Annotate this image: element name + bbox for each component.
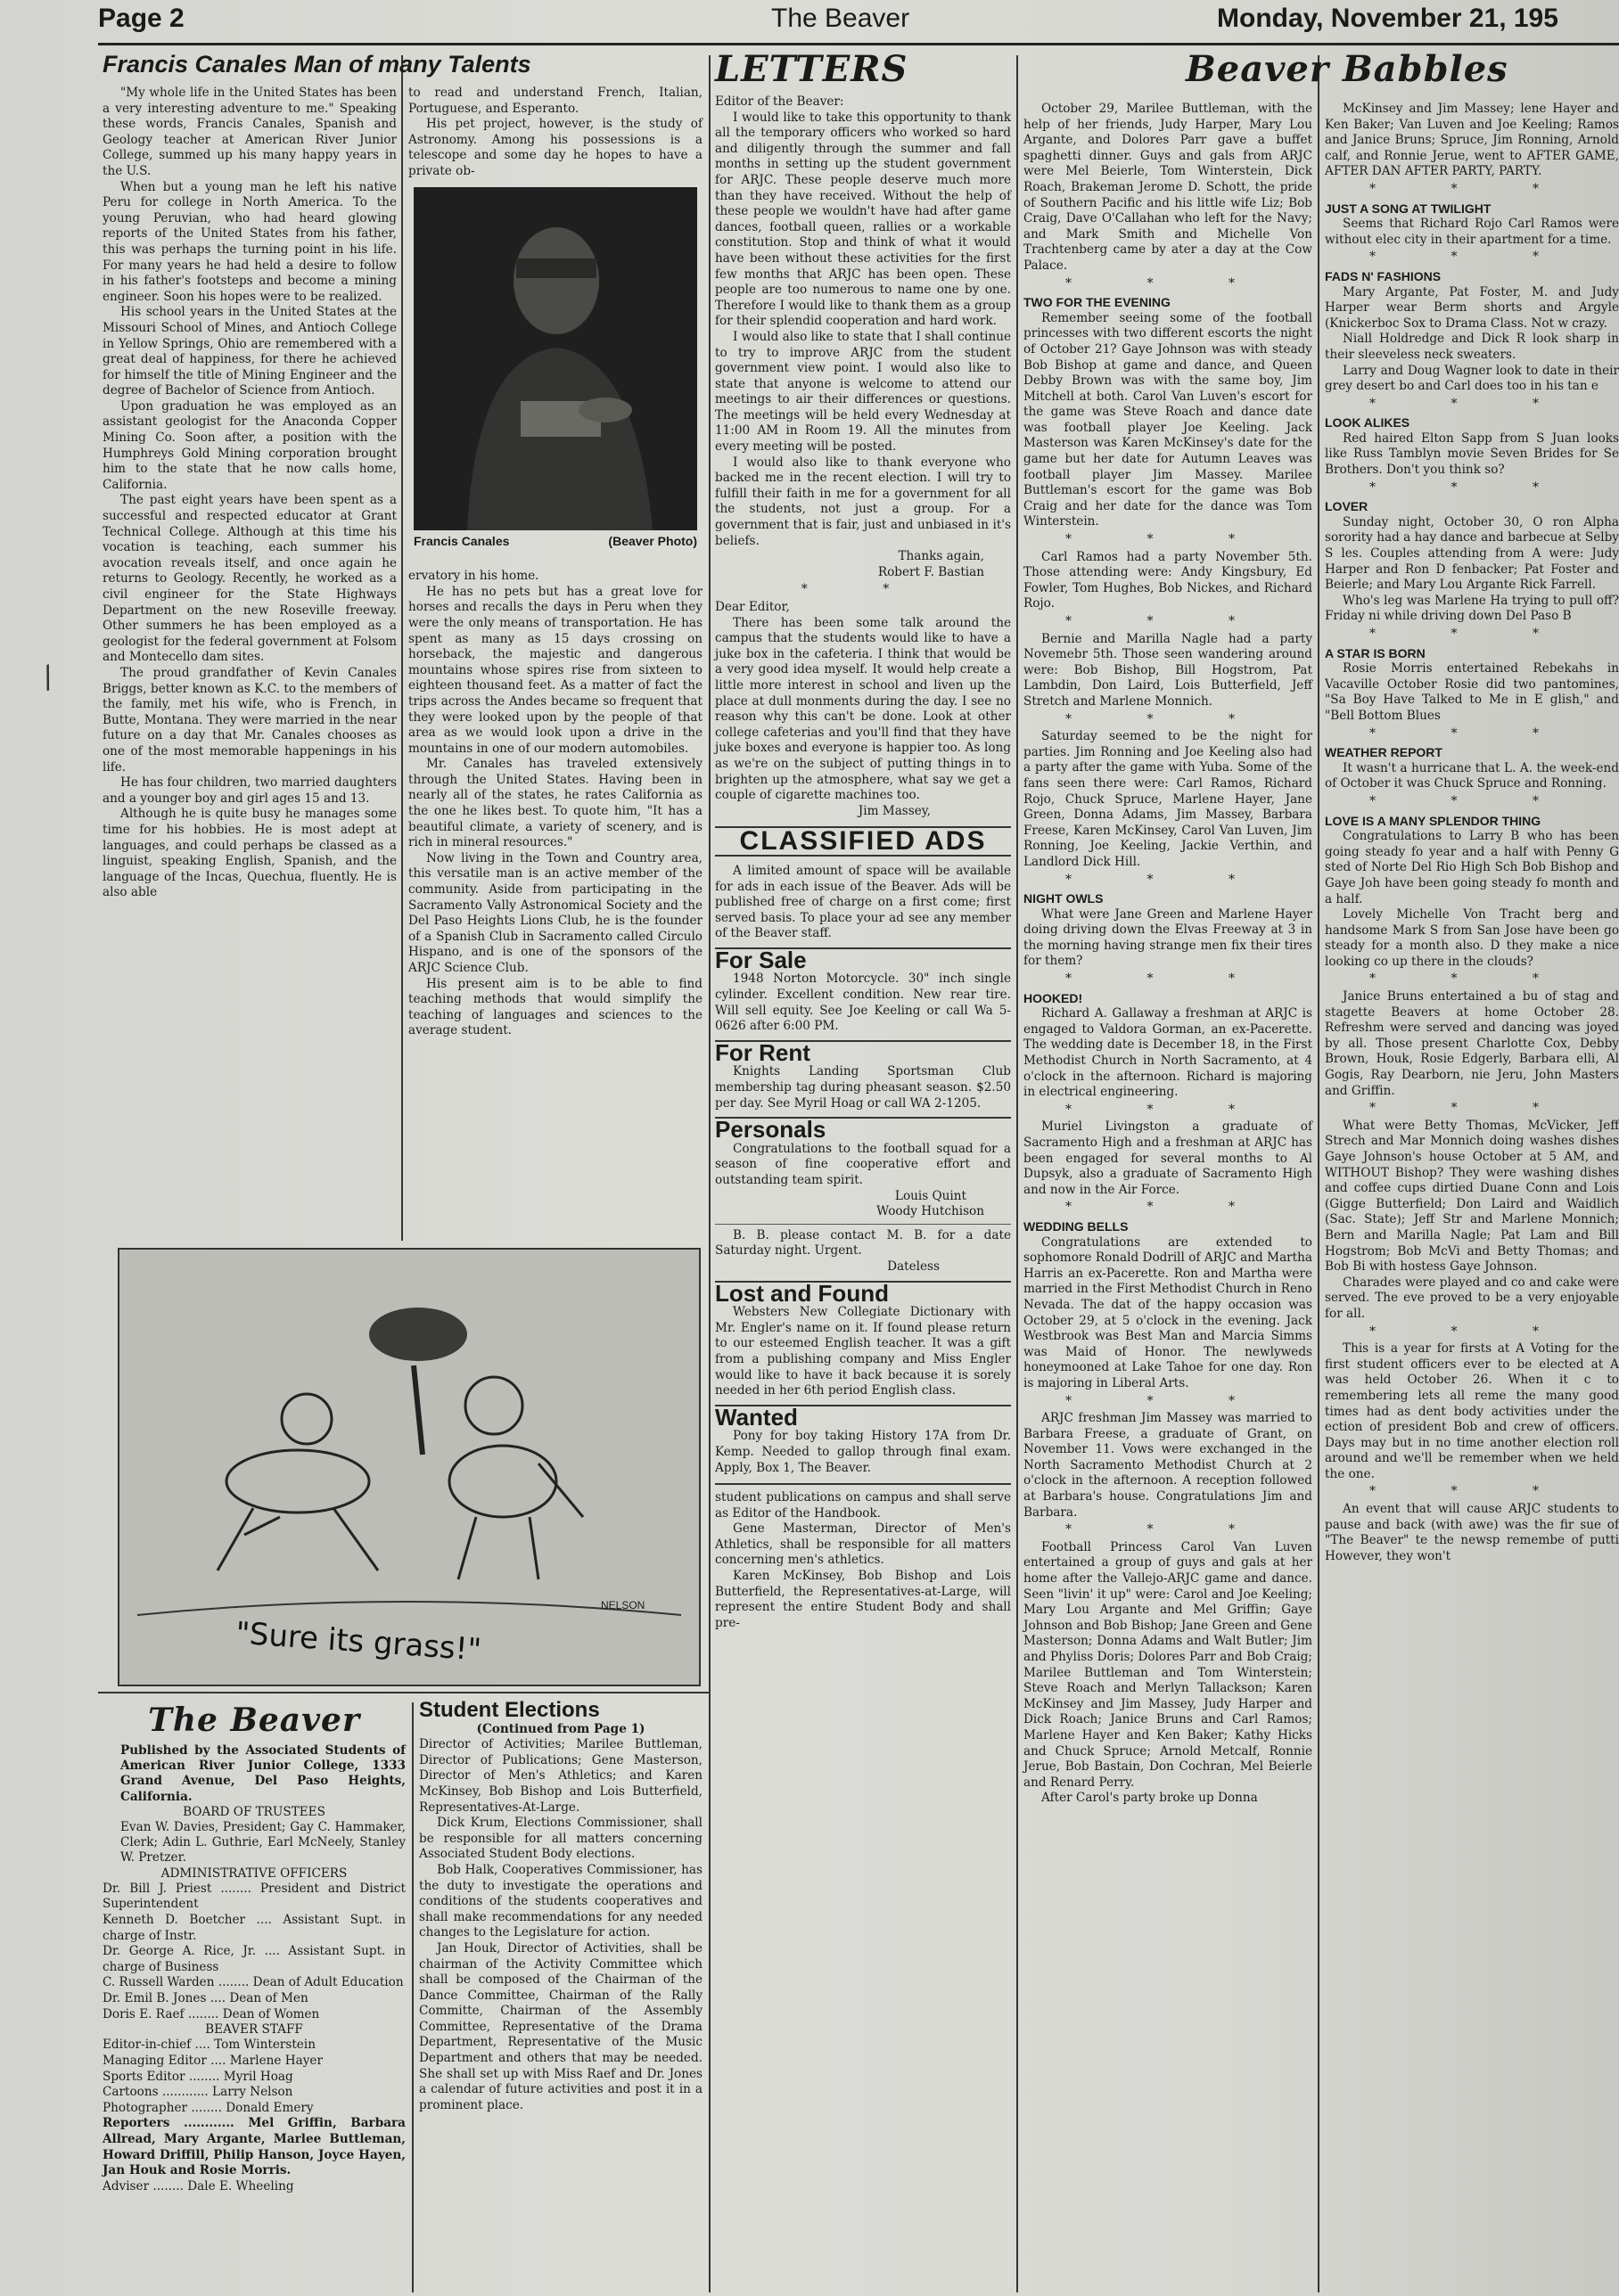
separator-stars: * * <box>801 582 925 597</box>
lost-found-ad: Websters New Collegiate Dictionary with Mr. Engler's name on it. If found please return to our esteemed English teacher. It was a gift from a publishing company and Miss Engler would like to have it back because it is sorely needed in her 6th period English class. <box>715 1305 1011 1398</box>
babbles-subheading: NIGHT OWLS <box>1023 891 1104 906</box>
separator-stars: * * * <box>1065 1200 1270 1215</box>
staff-line: Reporters ............ Mel Griffin, Barbara Allread, Mary Argante, Marlee Buttleman, Howard Driffill, Philip Hanson, Joyce Hayen, Jan Houk and Rosie Morris. <box>103 2116 406 2178</box>
letter-salutation: Dear Editor, <box>715 600 790 614</box>
staff-line: Adviser ........ Dale E. Wheeling <box>103 2178 294 2194</box>
babbles-heading: Beaver Babbles <box>1186 48 1508 90</box>
publisher-line: Published by the Associated Students of American River Junior College, 1333 Grand Avenue, Del Paso Heights, California. <box>120 1743 406 1804</box>
staff-line: Sports Editor ........ Myril Hoag <box>103 2069 293 2084</box>
elections-paragraph: Dick Krum, Elections Commissioner, shall be responsible for all matters concerning Associated Student Body elections. <box>419 1816 703 1862</box>
margin-mark: / <box>37 659 59 696</box>
babbles-paragraph: After Carol's party broke up Donna <box>1041 1791 1258 1806</box>
article-paragraph: Upon graduation he was employed as an assistant geologist for the Anaconda Copper Mining Co. Soon after, a position with the Humphreys Gold Mining corporation brought him to the state that he now calls home, California. <box>103 398 397 492</box>
separator-stars: * * * <box>1065 275 1270 291</box>
babbles-paragraph: Larry and Doug Wagner look to date in their grey desert bo and Carl does too in his tan e <box>1325 363 1619 394</box>
babbles-paragraph: This is a year for firsts at A Voting for the first student officers ever to be elected at A was held October 26. When it c to remembering lets all reme the many good times had as dent body activities under the ection of president Bob and crew of officers. Days may but in no time another election roll around and we'll be remember when we held the one. <box>1325 1341 1619 1481</box>
article-paragraph: Now living in the Town and Country area, this versatile man is an active member of the community. Aside from participating in the Sacramento Vally Astronomical Society and the Del Paso Heights Lions Club, he is the founder of a Spanish Club in Sacramento called Circulo Hispano, and is one of the sponsors of the ARJC Science Club. <box>408 850 703 975</box>
issue-date: Monday, November 21, 195 <box>1217 4 1558 33</box>
separator-stars: * * * <box>1065 972 1270 987</box>
column-rule <box>401 55 403 1241</box>
photo-caption <box>408 534 703 550</box>
article-paragraph: His pet project, however, is the study of Astronomy. Among his possessions is a telescope and some day he hopes to have a private ob- <box>408 117 703 178</box>
elections-continued-text: Karen McKinsey, Bob Bishop and Lois Butterfield, the Representatives-at-Large, will represent the entire Student Body and shall pre- <box>715 1569 1011 1630</box>
separator-stars: * * * <box>1369 396 1574 411</box>
babbles-paragraph: Bernie and Marilla Nagle had a party Novemebr 5th. Those seen wandering around were: Bob Bishop, Bill Hogstrom, Pat Lambdin, Don Laird, Lois Butterfield, Jeff Stretch and Marlene Monnich. <box>1023 631 1312 709</box>
babbles-paragraph: Lovely Michelle Von Tracht berg and handsome Mark S from San Jose have been go steady for a month also. D they make a nice looking co up there in the clouds? <box>1325 907 1619 969</box>
paper-name: The Beaver <box>771 4 910 33</box>
personals-ad: Congratulations to the football squad for a season of fine cooperative effort and outstanding team spirit. <box>715 1141 1011 1187</box>
separator-stars: * * * <box>1369 1101 1574 1116</box>
separator-stars: * * * <box>1369 793 1574 808</box>
letters-heading: LETTERS <box>715 48 908 90</box>
cartoon <box>118 1248 701 1686</box>
babbles-subheading: TWO FOR THE EVENING <box>1023 295 1171 310</box>
babbles-subheading: FADS N' FASHIONS <box>1325 268 1442 283</box>
photo-credit: (Beaver Photo) <box>608 533 697 548</box>
letter-signoff: Thanks again, <box>898 549 984 564</box>
staff-line: Cartoons ............ Larry Nelson <box>103 2085 293 2100</box>
article-paragraph: When but a young man he left his native Peru for college in North America. To the young Peruvian, who had heard glowing reports of the United States from his father, this was perhaps the turning point in his life. For many years he had held a desire to follow in his father's footsteps and become a mining engineer. Soon his hopes were to be realized. <box>103 179 397 304</box>
letter-salutation: Editor of the Beaver: <box>715 94 844 109</box>
babbles-paragraph: October 29, Marilee Buttleman, with the help of her friends, Judy Harper, Mary Lou Argante, and Dolores Parr gave a buffet spaghetti dinner. Guys and gals from ARJC were Mel Beierle, Tom Winterstein, Dick Roach, Brakeman Jerome D. Schott, the pride of Southern Pacific and his little wife Liz; Bob Craig, Dave O'Callahan who left for the Navy; and Mark Smith and Michelle Von Trachtenberg came by ater a day at the Cow Palace. <box>1023 102 1312 273</box>
admin-line: Dr. George A. Rice, Jr. .... Assistant Supt. in charge of Business <box>103 1944 406 1974</box>
personals-heading: Personals <box>715 1117 1011 1138</box>
staff-box-title: The Beaver <box>148 1702 360 1739</box>
for-sale-heading: For Sale <box>715 947 1011 969</box>
for-rent-ad: Knights Landing Sportsman Club membership tag during pheasant season. $2.50 per day. See Myril Hoag or call WA 2-1205. <box>715 1064 1011 1111</box>
column-rule <box>709 55 711 2292</box>
babbles-paragraph: Sunday night, October 30, O ron Alpha sorority had a hay dance and barbecue at Selby S les. Couples attending from A were: Judy Harper and Ron D fenbacker; Pat Foster and Beierle; and Mary Lou Argante Rick Farrell. <box>1325 514 1619 593</box>
separator-stars: * * * <box>1065 872 1270 887</box>
article-paragraph: The past eight years have been spent as a successful and respected educator at Grant Technical College. Although at this time his vocation is teaching, each summer his avocation reveals itself, and once again he returns to Geology. Recently, he worked as a civil engineer for the State Highways Department on the new Roseville freeway. Other summers he has been employed as a geologist for the federal government at Folsom and Montecello dam sites. <box>103 493 397 665</box>
elections-paragraph: Bob Halk, Cooperatives Commissioner, has the duty to investigate the operations and conditions of the students cooperatives and shall make recommendations for any needed changes to the Legislature for action. <box>419 1862 703 1940</box>
separator-stars: * * * <box>1065 711 1270 726</box>
letter-paragraph: There has been some talk around the campus that the students would like to have a juke box in the cafeteria. I think that would be a very good idea myself. It would help create a little more interest in school and liven up the place at dull monments during the day. I see no reason why this can't be done. Look at other college cafeterias and you'll find that they have juke boxes and everyone is happier too. As long as we're on the subject of putting things in to brighten up the atmosphere, what say we get a couple of cigarette machines too. <box>715 615 1011 803</box>
babbles-paragraph: An event that will cause ARJC students to pause and back (with awe) was the fir sue of "The Beaver" te the newsp remembe of putti However, they won't <box>1325 1502 1619 1563</box>
cartoon-drawing <box>119 1250 699 1685</box>
babbles-paragraph: Charades were played and co and cake were served. The eve proved to be a very enjoyable for all. <box>1325 1275 1619 1321</box>
canales-photo <box>414 187 697 530</box>
babbles-paragraph: Carl Ramos had a party November 5th. Those attending were: Andy Kingsbury, Ed Fowler, Tom Hughes, Bob Nickes, and Richard Rojo. <box>1023 549 1312 611</box>
article-paragraph: His school years in the United States at the Missouri School of Mines, and Antioch College in Yellow Springs, Ohio are remembered with a great deal of happiness, for there he achieved for himself the title of Mining Engineer and the degree of Bachelor of Science from Antioch. <box>103 305 397 398</box>
personals-signature: Louis Quint <box>894 1188 966 1203</box>
babbles-paragraph: Rosie Morris entertained Rebekahs in Vacaville October Rosie did two pantomines, "Sa Boy Have Talked to Me in E glish," and "Bell Bottom Blues <box>1325 661 1619 723</box>
elections-headline: Student Elections <box>419 1698 600 1722</box>
for-rent-heading: For Rent <box>715 1040 1011 1062</box>
babbles-col-1 <box>1023 102 1312 1807</box>
babbles-paragraph: McKinsey and Jim Massey; lene Hayer and Ken Baker; Van Luven and Joe Keeling; Ramos and Janice Bruns; Spruce, Jim Ronning, Arnold calf, and Ronnie Jerue, went to AFTER GAME, AFTER DAN AFTER PARTY, PARTY. <box>1325 102 1619 179</box>
page-masthead <box>98 0 1619 45</box>
cartoon-caption: "Sure its grass!" <box>234 1615 483 1669</box>
article-paragraph: His present aim is to be able to find teaching methods that would simplify the teaching of languages and sciences to the average student. <box>408 976 703 1038</box>
babbles-paragraph: Red haired Elton Sapp from S Juan looks like Russ Tamblyn movie Seven Brides for Se Brothers. Don't you think so? <box>1325 430 1619 478</box>
personals-signature: Dateless <box>887 1259 940 1274</box>
article-paragraph: ervatory in his home. <box>408 569 539 584</box>
separator-stars: * * * <box>1065 1522 1270 1538</box>
admin-line: Dr. Bill J. Priest ........ President and District Superintendent <box>103 1881 406 1912</box>
separator-stars: * * * <box>1065 532 1270 547</box>
babbles-paragraph: Janice Bruns entertained a bu of stag and stagette Beavers at home October 28. Refreshm were served and dancing was joyed by all. Those present Charlotte Cox, Debby Brown, Houk, Rosie Edgerly, Barbara elli, Al Gogis, Ray Dearborn, nie Jeru, John Masters and Griffin. <box>1325 989 1619 1098</box>
column-rule <box>1318 55 1319 2292</box>
article-headline: Francis Canales Man of many Talents <box>103 51 531 78</box>
babbles-paragraph: Congratulations to Larry B who has been going steady fo year and a half with Penny G sted of Norte Del Rio High Sch Bob Bishop and Gaye Joh have been going steady fo month and a half. <box>1325 829 1619 906</box>
separator-stars: * * * <box>1065 614 1270 628</box>
page-number: Page 2 <box>98 4 185 33</box>
babbles-subheading: LOVER <box>1325 499 1368 514</box>
separator-stars: * * * <box>1369 1484 1574 1499</box>
article-paragraph: Mr. Canales has traveled extensively through the United States. Having been in nearly all of the states, he rates California as the one he likes best. To quote him, "It has a beautiful climate, a variety of scenery, and is rich in mineral resources." <box>408 757 703 850</box>
column-rule <box>412 1702 414 2292</box>
separator-stars: * * * <box>1065 1102 1270 1117</box>
babbles-paragraph: Muriel Livingston a graduate of Sacramento High and a freshman at ARJC has been engaged for several months to Al Dupsyk, also a graduate of Sacramento High and now in the Air Force. <box>1023 1119 1312 1197</box>
elections-article <box>419 1698 703 2113</box>
cartoon-signature: NELSON <box>601 1599 645 1611</box>
babbles-subheading: LOVE IS A MANY SPLENDOR THING <box>1325 813 1541 828</box>
article-paragraph: He has four children, two married daughters and a younger boy and girl ages 15 and 13. <box>103 775 397 806</box>
babbles-paragraph: Football Princess Carol Van Luven entertained a group of guys and gals at her home after the Vallejo-ARJC game and dance. Seen "livin' it up" were: Carol and Joe Keeling; Mary Lou Argante and Mel Griffin; Gaye Johnson and Bob Bishop; Jane Green and Gene Masterson; Donna Adams and Walt Butler; Jim and Phyliss Doris; Dolores Parr and Bob Craig; Marilee Buttleman and Tom Winterstein; Steve Roach and Merlyn Tallackson; Karen McKinsey and Jim Massey, Judy Harper and Dick Roach; Janice Bruns and Carl Ramos; Marlene Hayer and Ken Baker; Kathy Hicks and Chuck Spruce; Arnold Metcalf, Ronnie Jerue, Bob Bastain, Don Cochran, Mel Beierle and Renard Perry. <box>1023 1539 1312 1790</box>
babbles-paragraph: What were Jane Green and Marlene Hayer doing driving down the Elvas Freeway at 3 in the morning having strange men fix their tires for them? <box>1023 906 1312 969</box>
separator-stars: * * * <box>1369 480 1574 495</box>
for-sale-ad: 1948 Norton Motorcycle. 30" inch single cylinder. Excellent condition. New rear tire. Will sell equity. See Joe Keeling or call Wa 5-0626 after 6:00 PM. <box>715 972 1011 1034</box>
separator-stars: * * * <box>1369 1324 1574 1339</box>
babbles-subheading: JUST A SONG AT TWILIGHT <box>1325 201 1492 216</box>
photo-caption-name: Francis Canales <box>414 533 510 548</box>
staff-line: Photographer ........ Donald Emery <box>103 2100 314 2115</box>
babbles-paragraph: Remember seeing some of the football princesses with two different escorts the night of October 21? Gaye Johnson was with steady Bob Bishop at game and dance, and Queen Debby Brown was with the same boy, Jim Mitchell at both. Carol Van Luven's escort for the game was Steve Roach and dance date was football player Joe Keeling. Jack Masterson was Karen McKinsey's date for the game but her date for Autumn Leaves was football player Jim Massey. Marilee Buttleman's escort for the game was Bob Craig and her date for the dance was Tom Winterstein. <box>1023 310 1312 529</box>
personals-ad: B. B. please contact M. B. for a date Saturday night. Urgent. <box>715 1224 1011 1259</box>
babbles-paragraph: Saturday seemed to be the night for parties. Jim Ronning and Joe Keeling also had a party after the game with Yuba. Some of the fans seen there were: Carl Ramos, Richard Rojo, Chuck Spruce, Marlene Hayer, Jane Green, Donna Adams, Jim Massey, Barbara Freese, Karen McKinsey, Carol Van Luven, Jim Ronning, Joe Keeling, Jackie Verthin, and Landlord Dick Hill. <box>1023 729 1312 869</box>
letter-signature: Jim Massey, <box>858 803 931 818</box>
babbles-paragraph: Who's leg was Marlene Ha trying to pull off? Friday ni while driving down Del Paso B <box>1325 593 1619 624</box>
elections-paragraph: Director of Activities; Marilee Buttleman, Director of Publications; Gene Masterson, Director of Men's Athletics; and Karen McKinsey, Bob Bishop and Lois Butterfield, Representatives-At-Large. <box>419 1737 703 1815</box>
portrait-figure <box>414 187 697 530</box>
article-paragraph: Although he is quite busy he manages some time for his hobbies. He is most adept at languages, and could perhaps be classed as a linguist, speaking English, Spanish, and the language of the Incas, Quechua, fluently. He is also able <box>103 807 397 900</box>
babbles-paragraph: What were Betty Thomas, McVicker, Jeff Strech and Mar Monnich doing washes dishes Gaye Johnson's house October at 5 AM, and WITHOUT Bishop? They were washing dishes and coffee cups dirtied Duane Conn and Lois (Gigge Butterfield; Don Laird and Waidlich (Sac. State); Jeff Str and Marlene Monnich; Bern and Marilla Nagle; Pat Lam and Bill Hogstrom; Bob McVi and Betty Thomas; and Bob Bi with hostess Gaye Johnson. <box>1325 1118 1619 1275</box>
babbles-paragraph: Richard A. Gallaway a freshman at ARJC is engaged to Valdora Gorman, an ex-Pacerette. The wedding date is December 18, in the First Methodist Church in North Sacramento, at 4 o'clock in the afternoon. Richard is majoring in electrical engineering. <box>1023 1006 1312 1100</box>
admin-line: Dr. Emil B. Jones .... Dean of Men <box>103 1990 308 2005</box>
admin-heading: ADMINISTRATIVE OFFICERS <box>160 1866 348 1881</box>
separator-stars: * * * <box>1369 726 1574 741</box>
babbles-paragraph: ARJC freshman Jim Massey was married to Barbara Freese, a graduate of Grant, on November 11. Vows were exchanged in the North Sacramento Methodist Church at 2 o'clock in the afternoon. A reception followed at Barbara's house. Congratulations Jim and Barbara. <box>1023 1411 1312 1520</box>
personals-signature: Woody Hutchison <box>876 1204 984 1219</box>
admin-line: C. Russell Warden ........ Dean of Adult Education <box>103 1975 404 1990</box>
babbles-subheading: A STAR IS BORN <box>1325 645 1426 660</box>
babbles-paragraph: Niall Holdredge and Dick R look sharp in their sleeveless neck sweaters. <box>1325 332 1619 362</box>
separator-stars: * * * <box>1369 972 1574 987</box>
babbles-paragraph: Seems that Richard Rojo Carl Ramos were without elec city in their apartment for a time. <box>1325 217 1619 247</box>
babbles-subheading: HOOKED! <box>1023 990 1083 1005</box>
babbles-col-2 <box>1325 102 1619 1564</box>
elections-continued-text: student publications on campus and shall serve as Editor of the Handbook. <box>715 1490 1011 1521</box>
staff-line: Managing Editor .... Marlene Hayer <box>103 2053 323 2068</box>
letters-column <box>715 50 1011 1631</box>
wanted-heading: Wanted <box>715 1405 1011 1426</box>
babbles-paragraph: It wasn't a hurricane that L. A. the week-end of October it was Chuck Spruce and Ronning. <box>1325 760 1619 791</box>
separator-stars: * * * <box>1065 1393 1270 1408</box>
babbles-paragraph: Mary Argante, Pat Foster, M. and Judy Harper wear Berm shorts and Argyle (Knickerboc Sox to Drama Class. Not w crazy. <box>1325 284 1619 331</box>
staff-line: Editor-in-chief .... Tom Winterstein <box>103 2038 316 2053</box>
article-paragraph: to read and understand French, Italian, Portuguese, and Esperanto. <box>408 86 703 116</box>
lost-found-heading: Lost and Found <box>715 1281 1011 1302</box>
letter-paragraph: I would also like to state that I shall continue to try to improve ARJC from the student government view point. I would also like to state that anyone is welcome to attend our meetings to air their differences or questions. The meetings will be held every Wednesday at 11:00 AM in Room 19. All the minutes from every meeting will be posted. <box>715 329 1011 455</box>
elections-paragraph: Jan Houk, Director of Activities, shall be chairman of the Activity Committee which shall be composed of the Chairman of the Dance Committee, Chairman of the Rally Committe, Chairman of the Assembly Committee, Representative of the Drama Department, Representative of the Music Department and others that may be needed. She shall set up with Miss Raef and Dr. Jones a calendar of future activities and post it in a prominent place. <box>419 1940 703 2112</box>
trustees-list: Evan W. Davies, President; Gay C. Hammaker, Clerk; Adin L. Guthrie, Earl McNeely, Stanley W. Pretzer. <box>120 1820 406 1866</box>
classified-intro: A limited amount of space will be available for ads in each issue of the Beaver. Ads will be published free of charge on a first come; first served basis. To place your ad see any member of the Beaver staff. <box>715 863 1011 941</box>
babbles-subheading: LOOK ALIKES <box>1325 415 1410 430</box>
elections-continued-text: Gene Masterman, Director of Men's Athletics, shall be responsible for all matters concerning men's athletics. <box>715 1521 1011 1568</box>
article-paragraph: "My whole life in the United States has been a very interesting adventure to me." Speaking these words, Francis Canales, Spanish and Geology teacher at American River Junior College, summed up his many happy years in the U.S. <box>103 86 397 178</box>
letter-paragraph: I would also like to thank everyone who backed me in the recent election. I will try to fulfill their faith in me for a government for all the students, not just a group. For a government that is fair, just and unbiased in it's beliefs. <box>715 455 1011 548</box>
wanted-ad: Pony for boy taking History 17A from Dr. Kemp. Needed to gallop through final exam. Apply, Box 1, The Beaver. <box>715 1429 1011 1475</box>
classified-heading: CLASSIFIED ADS <box>715 826 1011 857</box>
admin-line: Doris E. Raef ........ Dean of Women <box>103 2006 320 2021</box>
column-rule <box>1016 55 1018 2292</box>
babbles-subheading: WEATHER REPORT <box>1325 745 1442 760</box>
letter-signature: Robert F. Bastian <box>877 564 984 579</box>
separator-stars: * * * <box>1369 627 1574 641</box>
letter-paragraph: I would like to take this opportunity to thank all the temporary officers who worked so hard and diligently through the summer and fall months in setting up the student government for ARJC. These people deserve much more than they have received. Without the help of these people we wouldn't have had after game dances, football queen, rallies or a workable constitution. Stop and think of what it would have been without these activities for the first few months that ARJC has been open. These people are too numerous to name one by one. Therefore I would like to thank them as a group for their splendid cooperation and hard work. <box>715 110 1011 329</box>
article-paragraph: He has no pets but has a great love for horses and recalls the days in Peru when they were the only means of transportation. He has spent as many as 15 days crossing on horseback, the majestic and dangerous mountains whose spires rise from sixteen to eighteen thousand feet. As a matter of fact the trips across the Andes became so frequent that they were looked upon by the people of that area as we would look upon a drive in the mountains in one of our modern automobiles. <box>408 584 703 756</box>
staff-heading: BEAVER STAFF <box>205 2022 303 2038</box>
admin-line: Kenneth D. Boetcher .... Assistant Supt. in charge of Instr. <box>103 1913 406 1943</box>
article-paragraph: The proud grandfather of Kevin Canales Briggs, better known as K.C. to the members of the family, met his wife, who is French, in Butte, Montana. They were married in the near future on a day that Mr. Canales chooses as one of the most memorable happenings in his life. <box>103 665 397 775</box>
separator-stars: * * * <box>1369 250 1574 265</box>
article-col-2 <box>408 86 703 1039</box>
separator-stars: * * * <box>1369 181 1574 196</box>
staff-box <box>103 1701 406 2194</box>
trustees-heading: BOARD OF TRUSTEES <box>183 1804 325 1819</box>
babbles-paragraph: Congratulations are extended to sophomore Ronald Dodrill of ARJC and Martha Harris an ex-Pacerette. Ron and Martha were married in the First Methodist Church in Reno Nevada. The dat of the happy occasion was October 29, at 5 o'clock in the evening. Jack Westbrook was Best Man and Marcia Simms was Maid of Honor. The newlyweds honeymooned at Lake Tahoe for one day. Ron is majoring in Liberal Arts. <box>1023 1234 1312 1390</box>
babbles-subheading: WEDDING BELLS <box>1023 1218 1129 1234</box>
section-rule <box>98 1692 710 1693</box>
elections-continued: (Continued from Page 1) <box>476 1721 645 1736</box>
